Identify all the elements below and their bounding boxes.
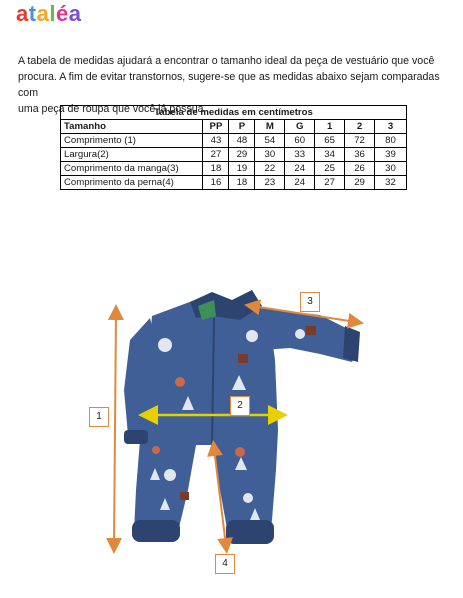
row-label: Comprimento (1) [61, 134, 203, 148]
intro-line-2: procura. A fim de evitar transtornos, sugere-se que as medidas abaixo sejam comparadas com [18, 71, 440, 99]
callout-leg: 4 [215, 554, 235, 574]
header-2: 2 [345, 120, 375, 134]
callout-width: 2 [230, 396, 250, 416]
table-cell: 32 [375, 176, 407, 190]
table-cell: 24 [285, 176, 315, 190]
table-cell: 54 [255, 134, 285, 148]
table-cell: 16 [203, 176, 229, 190]
romper-illustration [0, 270, 463, 598]
left-sleeve-cuff [124, 430, 148, 444]
table-cell: 18 [203, 162, 229, 176]
table-cell: 36 [345, 148, 375, 162]
logo-letter-5: é [55, 1, 69, 26]
table-cell: 43 [203, 134, 229, 148]
table-row [61, 176, 407, 190]
table-row [61, 134, 407, 148]
header-g: G [285, 120, 315, 134]
row-label: Comprimento da manga(3) [61, 162, 203, 176]
header-p: P [229, 120, 255, 134]
table-cell: 29 [229, 148, 255, 162]
row-label: Comprimento da perna(4) [61, 176, 203, 190]
logo-letter-2: t [28, 1, 37, 26]
table-title-row [61, 106, 407, 120]
logo-letter-4: l [49, 1, 56, 26]
table-cell: 22 [255, 162, 285, 176]
header-1: 1 [315, 120, 345, 134]
table-cell: 33 [285, 148, 315, 162]
table-row [61, 162, 407, 176]
table-cell: 39 [375, 148, 407, 162]
romper-body [124, 290, 360, 544]
garment-measurement-figure [0, 270, 463, 598]
table-cell: 30 [375, 162, 407, 176]
logo-letter-3: a [36, 1, 50, 26]
table-cell: 25 [315, 162, 345, 176]
table-cell: 27 [315, 176, 345, 190]
table-cell: 30 [255, 148, 285, 162]
right-leg-cuff [226, 520, 274, 544]
table-cell: 18 [229, 176, 255, 190]
intro-line-3: uma peça de roupa que você já possua. [18, 103, 207, 115]
logo-letter-6: a [68, 1, 82, 26]
row-label: Largura(2) [61, 148, 203, 162]
length-arrow [114, 312, 116, 546]
table-row [61, 148, 407, 162]
header-tamanho: Tamanho [61, 120, 203, 134]
left-leg-cuff [132, 520, 180, 542]
size-table [60, 105, 407, 190]
table-cell: 24 [285, 162, 315, 176]
intro-line-1: A tabela de medidas ajudará a encontrar o tamanho ideal da peça de vestuário que você [18, 55, 435, 67]
table-cell: 72 [345, 134, 375, 148]
table-cell: 19 [229, 162, 255, 176]
table-cell: 34 [315, 148, 345, 162]
table-cell: 27 [203, 148, 229, 162]
table-cell: 26 [345, 162, 375, 176]
table-title: Tabela de medidas em centímetros [61, 106, 407, 120]
header-pp: PP [203, 120, 229, 134]
atalea-logo [16, 1, 81, 27]
logo-letter-1: a [16, 1, 29, 26]
table-cell: 23 [255, 176, 285, 190]
table-cell: 48 [229, 134, 255, 148]
header-m: M [255, 120, 285, 134]
right-sleeve-cuff [343, 326, 360, 362]
table-cell: 80 [375, 134, 407, 148]
header-3: 3 [375, 120, 407, 134]
table-cell: 65 [315, 134, 345, 148]
table-cell: 29 [345, 176, 375, 190]
callout-sleeve: 3 [300, 292, 320, 312]
callout-length: 1 [89, 407, 109, 427]
table-cell: 60 [285, 134, 315, 148]
table-header-row [61, 120, 407, 134]
